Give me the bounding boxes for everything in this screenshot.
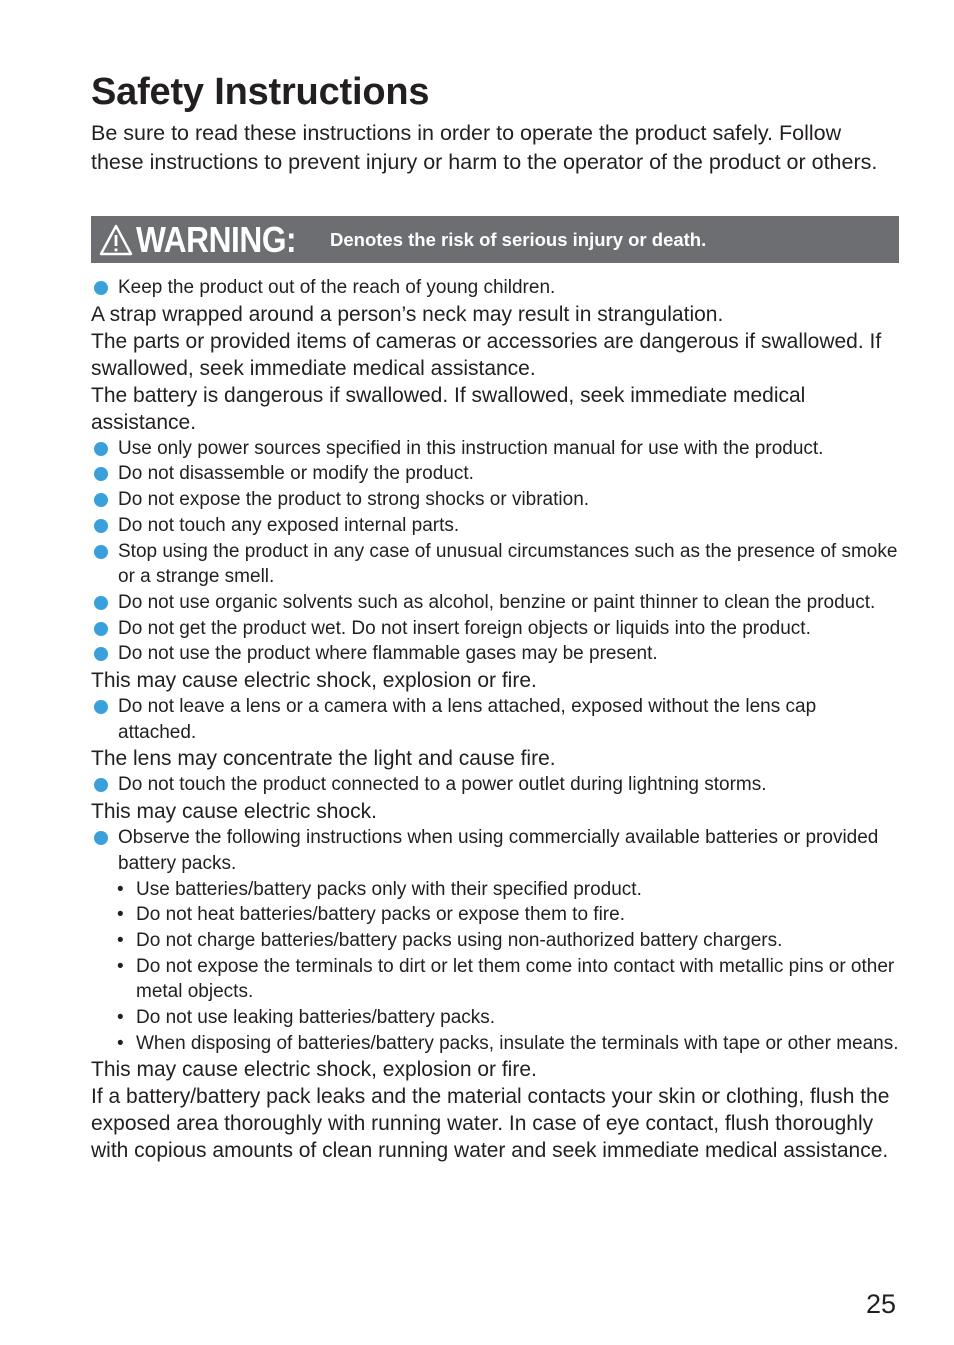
paragraph: This may cause electric shock, explosion or fire. <box>91 1058 537 1082</box>
sub-bullet-item <box>91 902 899 928</box>
bullet-item <box>91 772 899 798</box>
bullet-dot-icon <box>94 647 108 661</box>
sub-bullet-icon: • <box>117 1007 124 1029</box>
warning-triangle-icon <box>99 223 133 257</box>
bullet-dot-icon <box>94 519 108 533</box>
warning-banner <box>91 216 899 263</box>
paragraph: This may cause electric shock. <box>91 800 377 824</box>
bullet-text: Stop using the product in any case of unusual circumstances such as the presence of smoke or a strange smell. <box>118 540 898 588</box>
bullet-text: Do not use organic solvents such as alcohol, benzine or paint thinner to clean the product. <box>118 591 876 613</box>
paragraph: This may cause electric shock, explosion or fire. <box>91 669 537 693</box>
bullet-text: Use only power sources specified in this instruction manual for use with the product. <box>118 437 824 459</box>
bullet-dot-icon <box>94 700 108 714</box>
sub-bullet-item <box>91 1005 899 1031</box>
sub-bullet-text: When disposing of batteries/battery packs, insulate the terminals with tape or other means. <box>136 1032 899 1054</box>
bullet-dot-icon <box>94 778 108 792</box>
bullet-text: Do not use the product where flammable gases may be present. <box>118 643 658 665</box>
sub-bullet-item <box>91 928 899 954</box>
paragraph: If a battery/battery pack leaks and the material contacts your skin or clothing, flush the exposed area thoroughly with running water. In case of eye contact, flush thoroughly with copious amounts of clean running water and seek immediate medical assistance. <box>91 1085 890 1163</box>
warning-label: WARNING: <box>136 218 297 260</box>
bullet-text: Observe the following instructions when using commercially available batteries or provided battery packs. <box>118 827 879 874</box>
bullet-item <box>91 461 899 487</box>
bullet-text: Do not get the product wet. Do not insert foreign objects or liquids into the product. <box>118 617 811 639</box>
bullet-item <box>91 641 899 667</box>
bullet-text: Do not touch the product connected to a power outlet during lightning storms. <box>118 774 767 796</box>
page-number: 25 <box>866 1289 897 1319</box>
bullet-dot-icon <box>94 281 108 295</box>
sub-bullet-item <box>91 1031 899 1057</box>
sub-bullet-icon: • <box>117 904 124 926</box>
bullet-text: Do not touch any exposed internal parts. <box>118 514 460 536</box>
bullet-item <box>91 694 899 745</box>
page-title: Safety Instructions <box>91 71 430 113</box>
sub-bullet-text: Do not expose the terminals to dirt or let them come into contact with metallic pins or other metal objects. <box>136 955 895 1003</box>
bullet-item <box>91 616 899 642</box>
bullet-dot-icon <box>94 467 108 481</box>
instructions-body <box>91 275 899 1164</box>
bullet-text: Keep the product out of the reach of young children. <box>118 277 556 298</box>
bullet-dot-icon <box>94 545 108 559</box>
paragraph: The lens may concentrate the light and cause fire. <box>91 747 556 771</box>
paragraph: The parts or provided items of cameras or accessories are dangerous if swallowed. If swallowed, seek immediate medical assistance. <box>91 329 882 380</box>
sub-bullet-icon: • <box>117 955 124 977</box>
bullet-item <box>91 513 899 539</box>
bullet-dot-icon <box>94 442 108 456</box>
sub-bullet-icon: • <box>117 1032 124 1054</box>
bullet-text: Do not leave a lens or a camera with a lens attached, exposed without the lens cap attached. <box>118 696 817 743</box>
bullet-item <box>91 275 899 301</box>
bullet-text: Do not expose the product to strong shocks or vibration. <box>118 489 590 511</box>
sub-bullet-item <box>91 877 899 903</box>
bullet-item <box>91 590 899 616</box>
warning-description: Denotes the risk of serious injury or death. <box>330 228 707 250</box>
bullet-dot-icon <box>94 596 108 610</box>
sub-bullet-text: Do not heat batteries/battery packs or expose them to fire. <box>136 904 625 926</box>
bullet-item <box>91 539 899 590</box>
sub-bullet-text: Do not charge batteries/battery packs using non-authorized battery chargers. <box>136 929 783 951</box>
bullet-item <box>91 825 899 876</box>
bullet-dot-icon <box>94 493 108 507</box>
sub-bullet-text: Do not use leaking batteries/battery packs. <box>136 1007 496 1029</box>
bullet-item <box>91 436 899 462</box>
sub-bullet-text: Use batteries/battery packs only with their specified product. <box>136 878 642 900</box>
bullet-dot-icon <box>94 831 108 845</box>
bullet-dot-icon <box>94 622 108 636</box>
paragraph: A strap wrapped around a person’s neck may result in strangulation. <box>91 302 724 326</box>
intro-text: Be sure to read these instructions in order to operate the product safely. Follow these instructions to prevent injury or harm to the operator of the product or others. <box>91 121 878 174</box>
paragraph: The battery is dangerous if swallowed. If swallowed, seek immediate medical assistance. <box>91 383 806 434</box>
sub-bullet-icon: • <box>117 929 124 951</box>
bullet-text: Do not disassemble or modify the product. <box>118 463 474 485</box>
sub-bullet-icon: • <box>117 878 124 900</box>
sub-bullet-item <box>91 954 899 1005</box>
bullet-item <box>91 487 899 513</box>
